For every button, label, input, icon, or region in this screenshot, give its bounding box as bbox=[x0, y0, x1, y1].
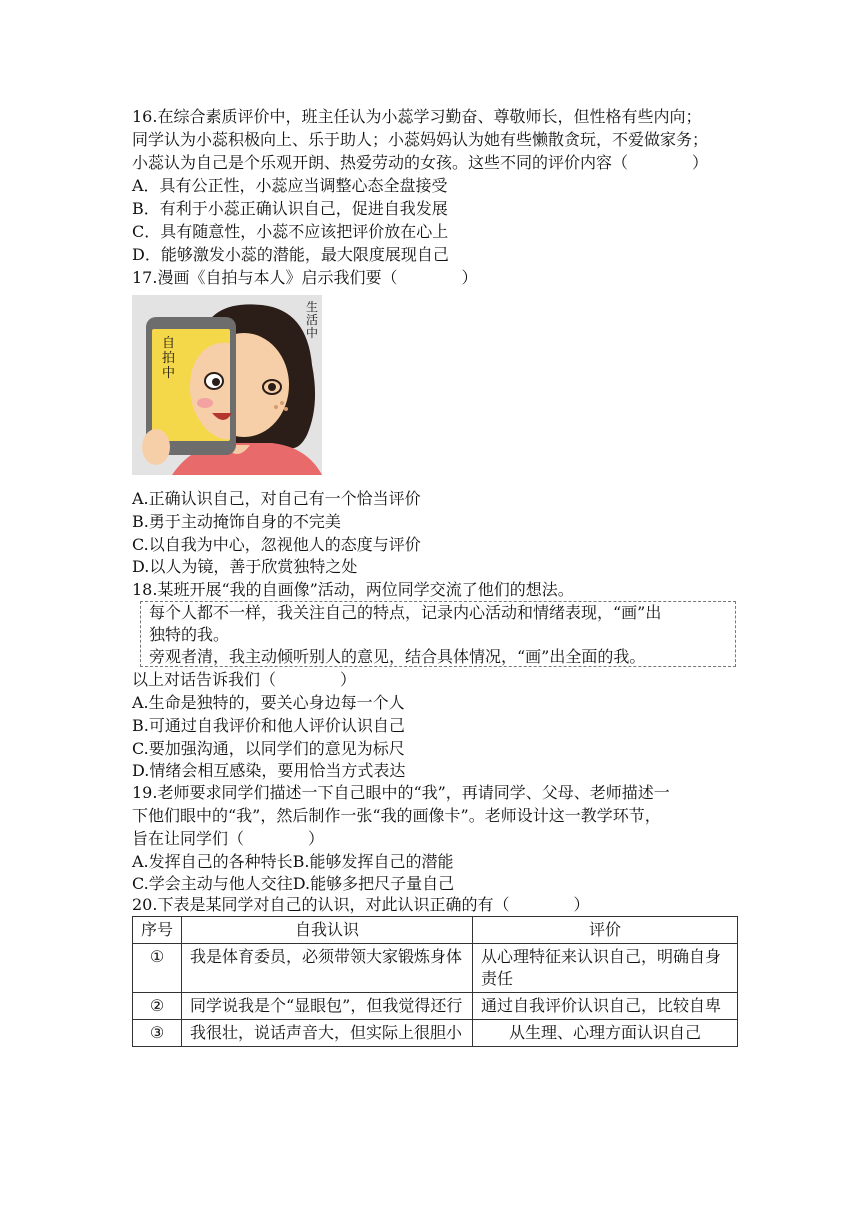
q18-option-d: D.情绪会相互感染，要用恰当方式表达 bbox=[132, 761, 406, 780]
q17-option-a: A.正确认识自己，对自己有一个恰当评价 bbox=[132, 489, 421, 508]
q19-options-row-2 bbox=[132, 873, 454, 895]
q17-stem: 17.漫画《自拍与本人》启示我们要（ ） bbox=[132, 268, 478, 287]
q18-option-a: A.生命是独特的，要关心身边每一个人 bbox=[132, 693, 405, 712]
row-evaluation: 从心理特征来认识自己，明确自身责任 bbox=[473, 944, 738, 993]
q19-stem-line-1: 19.老师要求同学们描述一下自己眼中的“我”，再请同学、父母、老师描述一 bbox=[132, 783, 670, 802]
q17-option-d: D.以人为镜，善于欣赏独特之处 bbox=[132, 557, 358, 576]
header-self-knowledge: 自我认识 bbox=[182, 917, 473, 944]
q18-option-c: C.要加强沟通，以同学们的意见为标尺 bbox=[132, 739, 405, 758]
header-evaluation: 评价 bbox=[473, 917, 738, 944]
q19-options-row-1 bbox=[132, 851, 454, 873]
q16-option-d: D．能够激发小蕊的潜能，最大限度展现自己 bbox=[132, 245, 449, 264]
q16-stem-line-3: 小蕊认为自己是个乐观开朗、热爱劳动的女孩。这些不同的评价内容（ ） bbox=[132, 153, 709, 172]
selfie-comic-drawing bbox=[132, 295, 322, 475]
table-header-row bbox=[133, 917, 738, 944]
selfie-comic-image bbox=[132, 295, 322, 475]
q18-option-b: B.可通过自我评价和他人评价认识自己 bbox=[132, 716, 405, 735]
q18-box-line-3: 旁观者清，我主动倾听别人的意见，结合具体情况，“画”出全面的我。 bbox=[149, 647, 646, 666]
q19-option-c: C.学会主动与他人交往 bbox=[132, 874, 293, 893]
row-evaluation: 通过自我评价认识自己，比较自卑 bbox=[473, 993, 738, 1020]
q18-stem: 18.某班开展“我的自画像”活动，两位同学交流了他们的想法。 bbox=[132, 580, 574, 599]
q16-stem-line-2: 同学认为小蕊积极向上、乐于助人；小蕊妈妈认为她有些懒散贪玩，不爱做家务； bbox=[132, 130, 709, 149]
q18-after: 以上对话告诉我们（ ） bbox=[132, 670, 357, 689]
q16-option-a: A．具有公正性，小蕊应当调整心态全盘接受 bbox=[132, 176, 448, 195]
comic-label-selfie: 自拍中 bbox=[162, 336, 176, 381]
q19-stem-line-3: 旨在让同学们（ ） bbox=[132, 829, 325, 848]
row-self-knowledge: 我很壮，说话声音大，但实际上很胆小 bbox=[182, 1020, 473, 1047]
table-row bbox=[133, 993, 738, 1020]
row-evaluation: 从生理、心理方面认识自己 bbox=[473, 1020, 738, 1047]
q19-option-d: D.能够多把尺子量自己 bbox=[292, 874, 455, 893]
comic-label-life: 生活中 bbox=[306, 300, 319, 340]
q20-table bbox=[132, 916, 738, 1047]
row-index: ① bbox=[133, 944, 182, 993]
row-self-knowledge: 同学说我是个“显眼包”，但我觉得还行 bbox=[182, 993, 473, 1020]
q19-option-b: B.能够发挥自己的潜能 bbox=[292, 852, 454, 871]
q18-dialogue-box bbox=[140, 601, 736, 667]
row-index: ② bbox=[133, 993, 182, 1020]
q18-box-line-1: 每个人都不一样，我关注自己的特点，记录内心活动和情绪表现，“画”出 bbox=[149, 603, 662, 622]
q19-stem-line-2: 下他们眼中的“我”，然后制作一张“我的画像卡”。老师设计这一教学环节， bbox=[132, 806, 661, 825]
q17-option-c: C.以自我为中心，忽视他人的态度与评价 bbox=[132, 535, 421, 554]
q16-stem-line-1: 16.在综合素质评价中，班主任认为小蕊学习勤奋、尊敬师长，但性格有些内向； bbox=[132, 107, 702, 126]
q20-stem: 20.下表是某同学对自己的认识，对此认识正确的有（ ） bbox=[132, 895, 590, 914]
q17-option-b: B.勇于主动掩饰自身的不完美 bbox=[132, 512, 341, 531]
row-self-knowledge: 我是体育委员，必须带领大家锻炼身体 bbox=[182, 944, 473, 993]
header-index: 序号 bbox=[133, 917, 182, 944]
q19-option-a: A.发挥自己的各种特长 bbox=[132, 852, 293, 871]
q18-box-line-2: 独特的我。 bbox=[149, 625, 230, 644]
row-index: ③ bbox=[133, 1020, 182, 1047]
q16-option-b: B．有利于小蕊正确认识自己，促进自我发展 bbox=[132, 199, 448, 218]
table-row bbox=[133, 944, 738, 993]
q16-option-c: C．具有随意性，小蕊不应该把评价放在心上 bbox=[132, 222, 449, 241]
table-row bbox=[133, 1020, 738, 1047]
